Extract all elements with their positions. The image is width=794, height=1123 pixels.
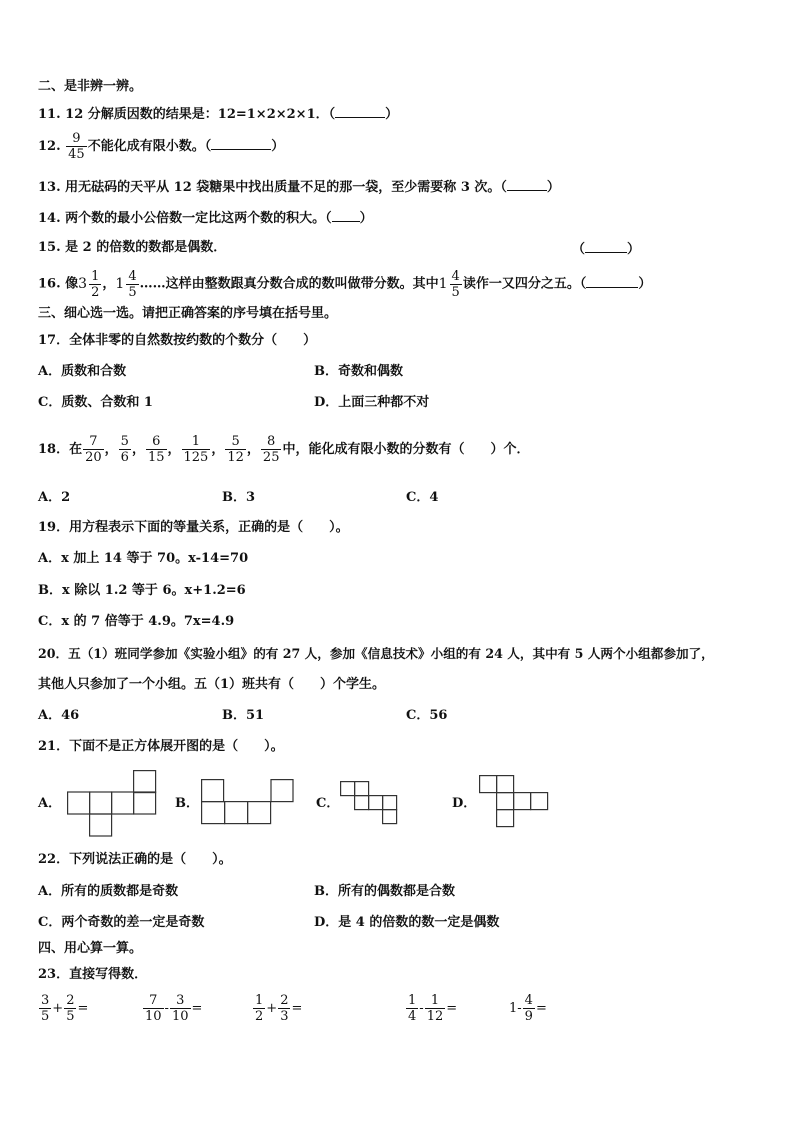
option-d: D．是 4 的倍数的数一定是偶数 — [314, 915, 500, 930]
question-20-line-2: 其他人只参加了一个小组。五（1）班共有（ ）个学生。 — [38, 677, 386, 692]
section-3-heading: 三、细心选一选。请把正确答案的序号填在括号里。 — [38, 306, 338, 321]
option-a: A．所有的质数都是奇数 — [38, 884, 179, 899]
section-4-heading: 四、用心算一算。 — [38, 941, 143, 956]
question-13: 13. 用无砝码的天平从 12 袋糖果中找出质量不足的那一袋，至少需要称 3 次。（ ） — [38, 180, 560, 195]
question-18: 18．在 $\frac{7}{20}$ ， $\frac{5}{6}$ ， $\frac{6}{15}$ ， $\frac{1}{125}$ ， $\frac{5}{12}$ ， $\frac{8}{25}$ 中，能化成有限小数的分数有（ ）个． — [38, 434, 530, 465]
option-a: A．x 加上 14 等于 70。x-14=70 — [38, 551, 249, 566]
option-b: B．3 — [222, 490, 256, 505]
question-17: 17．全体非零的自然数按约数的个数分（ ） — [38, 333, 317, 348]
option-d: D．上面三种都不对 — [314, 395, 430, 410]
question-16: 16. 像 3 1 2 ， 1 4 5 ……这样由整数跟真分数合成的数叫做带分数。其中 1 4 5 读作一又四分之五。（ ） — [38, 266, 651, 303]
option-c: C．4 — [406, 490, 439, 505]
option-c: C．质数、合数和 1 — [38, 395, 153, 410]
mixed-number: 1 4 5 — [438, 268, 460, 300]
fraction: $\frac{1}{125}$ — [183, 434, 209, 465]
fraction: $\frac{8}{25}$ — [262, 434, 280, 465]
cube-net-d — [479, 775, 553, 829]
cube-net-a — [67, 770, 159, 838]
option-a: A．46 — [38, 708, 80, 723]
option-a: A．2 — [38, 490, 71, 505]
fraction: $\frac{6}{15}$ — [147, 434, 165, 465]
question-12: 12. $\frac{9}{45}$ 不能化成有限小数。（ ） — [38, 131, 285, 162]
option-c: C． — [316, 796, 340, 811]
option-d: D． — [452, 796, 477, 811]
option-a: A．质数和合数 — [38, 364, 127, 379]
option-b: B．所有的偶数都是合数 — [314, 884, 455, 899]
mixed-number: 1 4 5 — [115, 268, 137, 300]
question-11: 11. 12 分解质因数的结果是：12=1×2×2×1．（ ） — [38, 107, 399, 122]
calc-item-5: 1- $\frac{4}{9}$ = — [509, 993, 547, 1024]
question-20-line-1: 20．五（1）班同学参加《实验小组》的有 27 人，参加《信息技术》小组的有 24 人，其中有 5 人两个小组都参加了， — [38, 646, 714, 661]
question-23: 23．直接写得数． — [38, 967, 148, 982]
mixed-number: 3 1 2 — [78, 268, 100, 300]
option-c: C．x 的 7 倍等于 4.9。7x=4.9 — [38, 614, 235, 629]
question-21: 21．下面不是正方体展开图的是（ ）。 — [38, 739, 284, 754]
fraction: $\frac{9}{45}$ — [68, 131, 85, 162]
option-a: A． — [38, 796, 62, 811]
cube-net-c — [340, 781, 402, 827]
calc-item-4: 1 4 - $\frac{1}{12}$ = — [408, 993, 458, 1024]
option-b: B． — [175, 796, 199, 811]
question-15: 15. 是 2 的倍数的数都是偶数． — [38, 240, 227, 255]
question-15-answer-paren: （ ） — [572, 242, 641, 257]
calc-item-3: 1 2 + $\frac{2}{3}$ = — [255, 993, 303, 1024]
calc-item-2: 7 10 - $\frac{3}{10}$ = — [145, 993, 203, 1024]
option-b: B．x 除以 1.2 等于 6。x+1.2=6 — [38, 583, 246, 598]
cube-net-b — [201, 779, 295, 827]
option-c: C．56 — [406, 708, 448, 723]
fraction: $\frac{5}{12}$ — [227, 434, 244, 465]
question-19: 19．用方程表示下面的等量关系，正确的是（ ）。 — [38, 520, 349, 535]
fraction: $\frac{7}{20}$ — [85, 434, 102, 465]
calc-item-1: 3 5 + $\frac{2}{5}$ = — [41, 993, 89, 1024]
option-b: B．奇数和偶数 — [314, 364, 403, 379]
question-14: 14. 两个数的最小公倍数一定比这两个数的积大。（ ） — [38, 211, 373, 226]
question-22: 22．下列说法正确的是（ ）。 — [38, 852, 232, 867]
section-2-heading: 二、是非辨一辨。 — [38, 79, 143, 94]
option-c: C．两个奇数的差一定是奇数 — [38, 915, 205, 930]
fraction: $\frac{5}{6}$ — [120, 434, 129, 465]
option-b: B．51 — [222, 708, 265, 723]
